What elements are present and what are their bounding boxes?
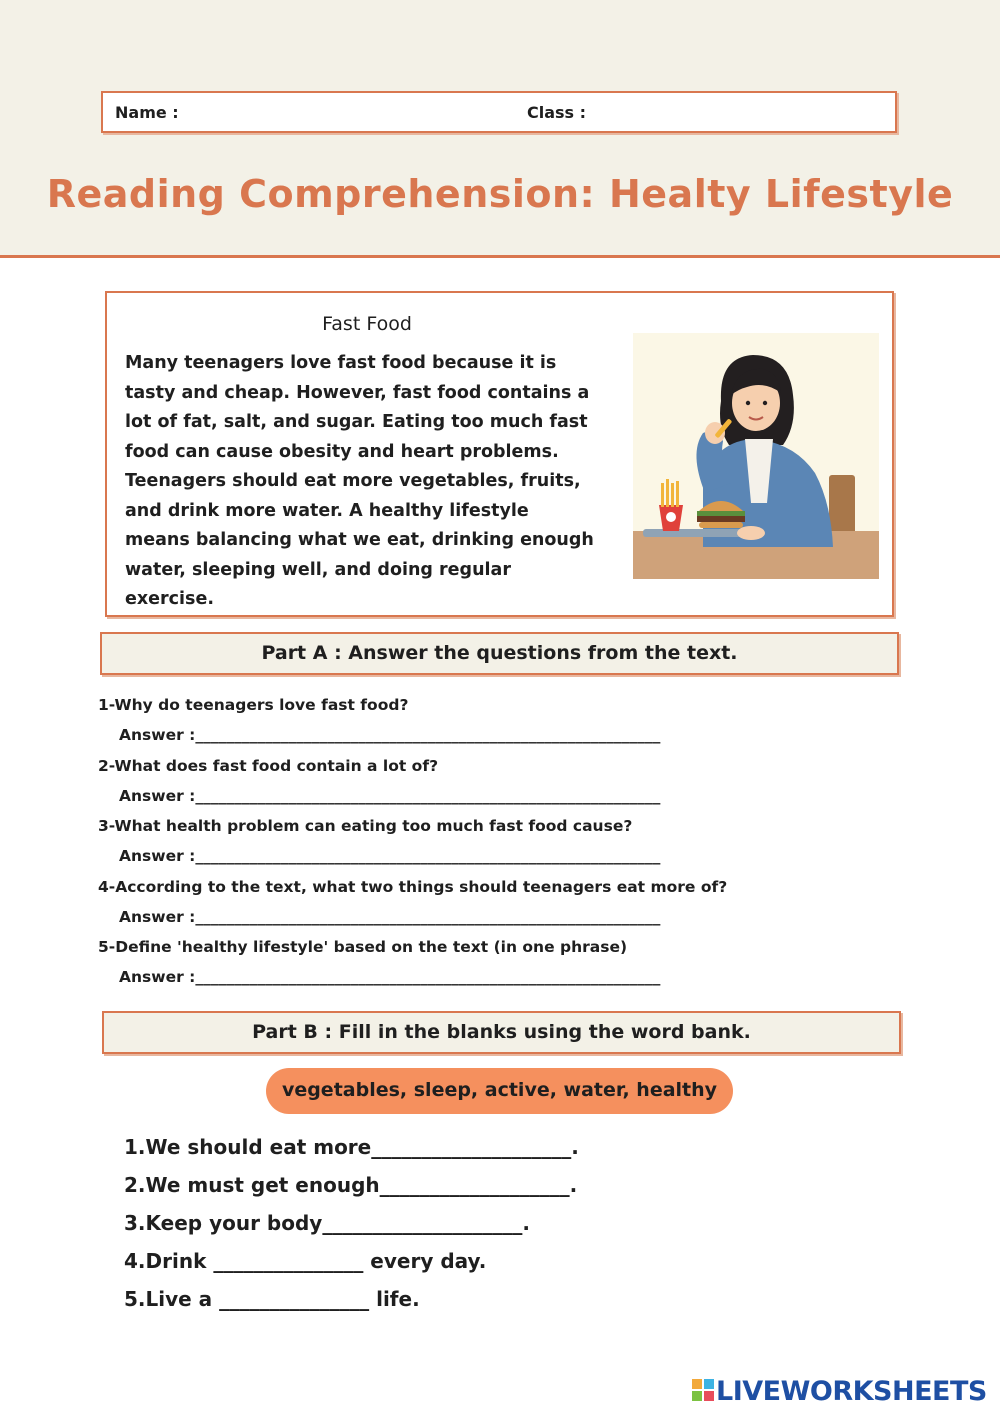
blank-sentence[interactable]: 1.We should eat more____________________. — [124, 1135, 579, 1159]
name-class-box — [101, 91, 897, 133]
fill-in-blanks — [124, 1132, 724, 1322]
question-text: 5-Define 'healthy lifestyle' based on the text (in one phrase) — [98, 938, 628, 956]
question-text: 3-What health problem can eating too much fast food cause? — [98, 817, 633, 835]
part-a-questions — [98, 692, 818, 995]
passage-text: Many teenagers love fast food because it is tasty and cheap. However, fast food contains a lot of fat, salt, and sugar. Eating too much fast food can cause obesity and heart problems. Teenagers should eat more vegetables, fruits, and drink more water. A healthy lifestyle means balancing what we eat, drinking enough water, sleeping well, and doing regular exercise. — [125, 353, 594, 609]
answer-line[interactable]: Answer :____________________________________________________________ — [119, 726, 661, 744]
class-label: Class : — [527, 103, 587, 122]
question-text: 1-Why do teenagers love fast food? — [98, 696, 409, 714]
part-b-heading: Part B : Fill in the blanks using the word bank. — [102, 1011, 901, 1054]
blank-sentence[interactable]: 2.We must get enough___________________. — [124, 1173, 578, 1197]
liveworksheets-icon — [692, 1379, 714, 1401]
question-item — [98, 934, 818, 995]
answer-line[interactable]: Answer :____________________________________________________________ — [119, 907, 661, 926]
blank-sentence[interactable]: 4.Drink _______________ every day. — [124, 1249, 487, 1273]
word-bank: vegetables, sleep, active, water, healthy — [266, 1068, 733, 1114]
brand-text: LIVEWORKSHEETS — [716, 1376, 987, 1407]
passage-title: Fast Food — [322, 313, 412, 335]
question-item — [98, 874, 818, 935]
question-item — [98, 753, 818, 814]
answer-line[interactable]: Answer :____________________________________________________________ — [119, 786, 661, 805]
blank-sentence[interactable]: 5.Live a _______________ life. — [124, 1287, 420, 1311]
girl-eating-fast-food-illustration — [633, 333, 879, 579]
part-a-heading: Part A : Answer the questions from the text. — [100, 632, 899, 675]
reading-passage — [105, 291, 894, 617]
liveworksheets-logo — [692, 1376, 987, 1407]
question-item — [98, 692, 818, 753]
question-item — [98, 813, 818, 874]
header-divider — [0, 255, 1000, 258]
question-text: 2-What does fast food contain a lot of? — [98, 756, 439, 775]
name-label: Name : — [115, 103, 179, 122]
blank-sentence[interactable]: 3.Keep your body____________________. — [124, 1211, 530, 1235]
answer-line[interactable]: Answer :____________________________________________________________ — [119, 847, 661, 865]
answer-line[interactable]: Answer :____________________________________________________________ — [119, 968, 661, 986]
question-text: 4-According to the text, what two things should teenagers eat more of? — [98, 877, 728, 896]
page-title: Reading Comprehension: Healty Lifestyle — [46, 172, 954, 216]
